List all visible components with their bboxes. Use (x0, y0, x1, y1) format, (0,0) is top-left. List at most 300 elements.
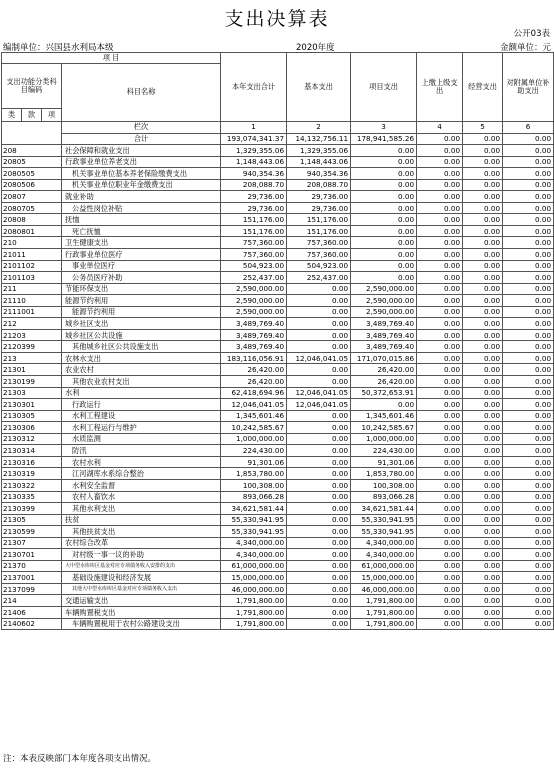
amount-cell: 893,066.28 (221, 491, 287, 503)
amount-cell: 0.00 (417, 456, 463, 468)
table-row (2, 249, 554, 261)
amount-cell: 0.00 (463, 595, 503, 607)
subject-name: 其他扶贫支出 (62, 526, 221, 538)
amount-cell: 2,590,000.00 (351, 283, 417, 295)
amount-cell: 893,066.28 (351, 491, 417, 503)
amount-cell: 0.00 (287, 537, 351, 549)
header-operating-expenditure: 经营支出 (463, 53, 503, 122)
amount-cell: 0.00 (503, 479, 554, 491)
col-number-6: 6 (503, 122, 554, 134)
subject-name: 其他大中型水库库区基金对应专项债务收入支出 (62, 583, 221, 595)
subject-code: 211 (2, 283, 62, 295)
subject-code: 20808 (2, 214, 62, 226)
amount-cell: 0.00 (417, 260, 463, 272)
total-label: 合计 (62, 133, 221, 145)
table-row (2, 179, 554, 191)
amount-cell: 3,489,769.40 (221, 329, 287, 341)
table-row (2, 376, 554, 388)
amount-cell: 940,354.36 (221, 168, 287, 180)
amount-cell: 0.00 (417, 479, 463, 491)
subject-code: 2130314 (2, 445, 62, 457)
amount-cell: 0.00 (417, 514, 463, 526)
amount-cell: 0.00 (287, 295, 351, 307)
table-row (2, 491, 554, 503)
table-row (2, 341, 554, 353)
amount-cell: 0.00 (351, 156, 417, 168)
subject-name: 能源节约利用 (62, 295, 221, 307)
table-row (2, 202, 554, 214)
table-row (2, 364, 554, 376)
subject-code: 2130305 (2, 410, 62, 422)
amount-cell: 50,372,653.91 (351, 387, 417, 399)
amount-cell: 0.00 (503, 306, 554, 318)
subject-code: 21011 (2, 249, 62, 261)
amount-cell: 0.00 (463, 329, 503, 341)
amount-cell: 3,489,769.40 (351, 341, 417, 353)
amount-cell: 0.00 (417, 376, 463, 388)
amount-cell: 26,420.00 (221, 364, 287, 376)
amount-cell: 0.00 (463, 179, 503, 191)
amount-cell: 0.00 (463, 249, 503, 261)
subject-code: 2137099 (2, 583, 62, 595)
amount-cell: 1,853,780.00 (351, 468, 417, 480)
amount-cell: 0.00 (503, 329, 554, 341)
amount-cell: 0.00 (463, 399, 503, 411)
table-row (2, 191, 554, 203)
amount-cell: 0.00 (463, 283, 503, 295)
amount-cell: 183,116,056.91 (221, 352, 287, 364)
subject-name: 能源节约利用 (62, 306, 221, 318)
subject-name: 卫生健康支出 (62, 237, 221, 249)
amount-cell: 34,621,581.44 (351, 503, 417, 515)
amount-cell: 0.00 (417, 595, 463, 607)
amount-cell: 2,590,000.00 (221, 295, 287, 307)
amount-cell: 0.00 (463, 526, 503, 538)
subject-name: 对村级一事一议的补助 (62, 549, 221, 561)
amount-cell: 252,437.00 (221, 272, 287, 284)
amount-cell: 3,489,769.40 (221, 318, 287, 330)
amount-cell: 0.00 (287, 422, 351, 434)
amount-cell: 0.00 (503, 272, 554, 284)
amount-cell: 0.00 (503, 503, 554, 515)
table-row (2, 410, 554, 422)
amount-cell: 55,330,941.95 (351, 526, 417, 538)
amount-cell: 1,345,601.46 (351, 410, 417, 422)
amount-cell: 0.00 (351, 225, 417, 237)
amount-cell: 0.00 (503, 156, 554, 168)
amount-cell: 504,923.00 (287, 260, 351, 272)
amount-cell: 0.00 (463, 479, 503, 491)
total-value: 0.00 (503, 133, 554, 145)
subject-code: 21406 (2, 606, 62, 618)
amount-cell: 0.00 (503, 606, 554, 618)
subject-name: 水利工程运行与维护 (62, 422, 221, 434)
amount-cell: 0.00 (463, 422, 503, 434)
subject-name: 农村水利 (62, 456, 221, 468)
amount-cell: 0.00 (503, 145, 554, 157)
amount-cell: 504,923.00 (221, 260, 287, 272)
amount-cell: 0.00 (503, 387, 554, 399)
subject-name: 其他农业农村支出 (62, 376, 221, 388)
amount-cell: 0.00 (417, 468, 463, 480)
amount-cell: 0.00 (503, 422, 554, 434)
amount-cell: 0.00 (287, 468, 351, 480)
subject-code: 2130319 (2, 468, 62, 480)
form-number: 公开03表 (513, 29, 550, 39)
table-row (2, 237, 554, 249)
amount-cell: 0.00 (417, 145, 463, 157)
amount-cell: 0.00 (417, 572, 463, 584)
amount-cell: 0.00 (417, 526, 463, 538)
subject-name: 车辆购置税用于农村公路建设支出 (62, 618, 221, 630)
amount-cell: 224,430.00 (221, 445, 287, 457)
amount-cell: 0.00 (463, 583, 503, 595)
amount-cell: 0.00 (417, 549, 463, 561)
amount-cell: 12,046,041.05 (221, 399, 287, 411)
amount-cell: 0.00 (503, 249, 554, 261)
amount-cell: 0.00 (287, 410, 351, 422)
subject-code: 2130306 (2, 422, 62, 434)
table-row (2, 168, 554, 180)
amount-cell: 0.00 (351, 399, 417, 411)
amount-cell: 0.00 (287, 549, 351, 561)
amount-cell: 0.00 (463, 295, 503, 307)
amount-cell: 62,418,694.96 (221, 387, 287, 399)
subject-code: 2130316 (2, 456, 62, 468)
subject-name: 其他城乡社区公共设施支出 (62, 341, 221, 353)
col-number-3: 3 (351, 122, 417, 134)
amount-cell: 1,791,800.00 (351, 618, 417, 630)
subject-name: 水利工程建设 (62, 410, 221, 422)
amount-cell: 0.00 (463, 514, 503, 526)
amount-cell: 0.00 (351, 179, 417, 191)
subject-code: 2101102 (2, 260, 62, 272)
amount-cell: 1,329,355.06 (221, 145, 287, 157)
table-row (2, 503, 554, 515)
subject-code: 2120399 (2, 341, 62, 353)
table-row (2, 618, 554, 630)
amount-cell: 151,176.00 (221, 225, 287, 237)
amount-cell: 0.00 (417, 399, 463, 411)
subject-code: 21307 (2, 537, 62, 549)
subject-name: 就业补助 (62, 191, 221, 203)
total-value: 14,132,756.11 (287, 133, 351, 145)
subject-code: 21301 (2, 364, 62, 376)
amount-cell: 757,360.00 (221, 237, 287, 249)
amount-cell: 1,791,800.00 (221, 595, 287, 607)
amount-cell: 0.00 (503, 445, 554, 457)
subject-code: 2130335 (2, 491, 62, 503)
amount-cell: 2,590,000.00 (351, 306, 417, 318)
subject-name: 农业农村 (62, 364, 221, 376)
amount-cell: 0.00 (287, 445, 351, 457)
amount-cell: 0.00 (463, 387, 503, 399)
subject-code: 2080505 (2, 168, 62, 180)
amount-cell: 0.00 (417, 503, 463, 515)
amount-cell: 0.00 (503, 237, 554, 249)
amount-cell: 0.00 (417, 249, 463, 261)
col-number-4: 4 (417, 122, 463, 134)
table-row (2, 272, 554, 284)
subject-name: 行政事业单位医疗 (62, 249, 221, 261)
amount-cell: 4,340,000.00 (351, 537, 417, 549)
amount-cell: 12,046,041.05 (287, 387, 351, 399)
amount-cell: 0.00 (503, 260, 554, 272)
amount-cell: 0.00 (503, 225, 554, 237)
subject-name: 行政运行 (62, 399, 221, 411)
table-row (2, 560, 554, 572)
amount-cell: 0.00 (287, 376, 351, 388)
subject-code: 2080705 (2, 202, 62, 214)
amount-cell: 0.00 (287, 583, 351, 595)
amount-cell: 0.00 (417, 422, 463, 434)
table-row (2, 399, 554, 411)
amount-cell: 2,590,000.00 (351, 295, 417, 307)
amount-cell: 0.00 (503, 433, 554, 445)
table-row (2, 526, 554, 538)
header-subsidiary-subsidy: 对附属单位补助支出 (503, 53, 554, 122)
amount-cell: 0.00 (463, 410, 503, 422)
amount-cell: 29,736.00 (287, 202, 351, 214)
amount-cell: 0.00 (463, 606, 503, 618)
amount-cell: 0.00 (463, 237, 503, 249)
amount-cell: 0.00 (417, 433, 463, 445)
subject-code: 213 (2, 352, 62, 364)
amount-cell: 1,791,800.00 (221, 618, 287, 630)
amount-cell: 0.00 (503, 549, 554, 561)
amount-cell: 0.00 (503, 214, 554, 226)
amount-cell: 0.00 (463, 549, 503, 561)
amount-cell: 0.00 (287, 479, 351, 491)
subject-code: 2137001 (2, 572, 62, 584)
amount-cell: 15,000,000.00 (351, 572, 417, 584)
subject-name: 农林水支出 (62, 352, 221, 364)
subject-code: 212 (2, 318, 62, 330)
amount-cell: 0.00 (503, 468, 554, 480)
amount-cell: 0.00 (463, 202, 503, 214)
subject-name: 机关事业单位职业年金缴费支出 (62, 179, 221, 191)
amount-cell: 0.00 (417, 179, 463, 191)
table-row (2, 318, 554, 330)
amount-cell: 0.00 (417, 583, 463, 595)
amount-cell: 0.00 (463, 168, 503, 180)
table-row (2, 537, 554, 549)
table-row (2, 583, 554, 595)
amount-cell: 0.00 (351, 214, 417, 226)
subject-name: 城乡社区支出 (62, 318, 221, 330)
amount-cell: 0.00 (287, 456, 351, 468)
subject-name: 交通运输支出 (62, 595, 221, 607)
subject-code: 21303 (2, 387, 62, 399)
table-row (2, 387, 554, 399)
amount-cell: 0.00 (463, 341, 503, 353)
total-value: 0.00 (463, 133, 503, 145)
amount-cell: 151,176.00 (287, 214, 351, 226)
subject-name: 社会保障和就业支出 (62, 145, 221, 157)
amount-cell: 12,046,041.05 (287, 399, 351, 411)
table-footnote: 注：本表反映部门本年度各项支出情况。 (3, 754, 157, 764)
amount-cell: 55,330,941.95 (221, 514, 287, 526)
amount-cell: 0.00 (463, 456, 503, 468)
amount-cell: 0.00 (503, 179, 554, 191)
subject-name: 防汛 (62, 445, 221, 457)
amount-cell: 0.00 (417, 445, 463, 457)
table-row (2, 514, 554, 526)
header-total-expenditure: 本年支出合计 (221, 53, 287, 122)
header-blank (2, 122, 62, 145)
amount-cell: 940,354.36 (287, 168, 351, 180)
table-row (2, 606, 554, 618)
subject-code: 21370 (2, 560, 62, 572)
amount-cell: 0.00 (417, 491, 463, 503)
amount-cell: 61,000,000.00 (351, 560, 417, 572)
amount-cell: 0.00 (287, 503, 351, 515)
currency-unit: 金额单位：元 (499, 43, 551, 53)
amount-cell: 0.00 (351, 191, 417, 203)
amount-cell: 1,791,800.00 (351, 595, 417, 607)
subject-code: 2111001 (2, 306, 62, 318)
subject-code: 210 (2, 237, 62, 249)
amount-cell: 757,360.00 (287, 249, 351, 261)
amount-cell: 0.00 (503, 202, 554, 214)
table-row (2, 145, 554, 157)
subject-code: 2130599 (2, 526, 62, 538)
header-lei: 类 (2, 109, 22, 122)
amount-cell: 0.00 (417, 214, 463, 226)
table-row (2, 595, 554, 607)
unit-label: 编制单位：兴国县水利局本级 (3, 43, 114, 53)
col-number-5: 5 (463, 122, 503, 134)
amount-cell: 0.00 (287, 283, 351, 295)
amount-cell: 0.00 (287, 560, 351, 572)
subject-name: 水利安全监督 (62, 479, 221, 491)
amount-cell: 0.00 (287, 491, 351, 503)
amount-cell: 151,176.00 (287, 225, 351, 237)
amount-cell: 0.00 (287, 329, 351, 341)
header-item: 项 目 (2, 53, 221, 64)
amount-cell: 0.00 (463, 318, 503, 330)
table-row (2, 283, 554, 295)
table-row (2, 329, 554, 341)
amount-cell: 0.00 (503, 341, 554, 353)
amount-cell: 224,430.00 (351, 445, 417, 457)
amount-cell: 12,046,041.05 (287, 352, 351, 364)
amount-cell: 0.00 (287, 526, 351, 538)
amount-cell: 151,176.00 (221, 214, 287, 226)
amount-cell: 1,853,780.00 (221, 468, 287, 480)
amount-cell: 0.00 (503, 560, 554, 572)
amount-cell: 55,330,941.95 (221, 526, 287, 538)
amount-cell: 0.00 (503, 572, 554, 584)
amount-cell: 0.00 (417, 318, 463, 330)
amount-cell: 34,621,581.44 (221, 503, 287, 515)
report-year: 2020年度 (296, 43, 335, 53)
subject-code: 2130301 (2, 399, 62, 411)
amount-cell: 0.00 (503, 168, 554, 180)
amount-cell: 0.00 (463, 156, 503, 168)
header-lanci: 栏次 (62, 122, 221, 134)
subject-name: 抚恤 (62, 214, 221, 226)
subject-name: 城乡社区公共设施 (62, 329, 221, 341)
subject-name: 水利 (62, 387, 221, 399)
amount-cell: 0.00 (503, 295, 554, 307)
amount-cell: 171,070,015.86 (351, 352, 417, 364)
report-title: 支出决算表 (224, 8, 330, 30)
amount-cell: 61,000,000.00 (221, 560, 287, 572)
amount-cell: 0.00 (463, 445, 503, 457)
col-number-1: 1 (221, 122, 287, 134)
amount-cell: 0.00 (287, 606, 351, 618)
amount-cell: 0.00 (463, 560, 503, 572)
amount-cell: 0.00 (463, 364, 503, 376)
subject-name: 公务员医疗补助 (62, 272, 221, 284)
header-project-expenditure: 项目支出 (351, 53, 417, 122)
amount-cell: 757,360.00 (221, 249, 287, 261)
amount-cell: 208,088.70 (287, 179, 351, 191)
amount-cell: 0.00 (417, 606, 463, 618)
subject-code: 2080506 (2, 179, 62, 191)
subject-code: 21203 (2, 329, 62, 341)
subject-code: 2130701 (2, 549, 62, 561)
amount-cell: 0.00 (503, 595, 554, 607)
amount-cell: 0.00 (463, 145, 503, 157)
header-name-column: 科目名称 (62, 64, 221, 122)
subject-code: 20805 (2, 156, 62, 168)
amount-cell: 1,329,355.06 (287, 145, 351, 157)
amount-cell: 0.00 (503, 283, 554, 295)
amount-cell: 15,000,000.00 (221, 572, 287, 584)
amount-cell: 0.00 (351, 145, 417, 157)
amount-cell: 0.00 (503, 514, 554, 526)
subject-name: 其他水利支出 (62, 503, 221, 515)
subject-code: 21110 (2, 295, 62, 307)
amount-cell: 0.00 (417, 283, 463, 295)
amount-cell: 91,301.06 (351, 456, 417, 468)
amount-cell: 0.00 (503, 318, 554, 330)
amount-cell: 0.00 (417, 306, 463, 318)
table-row (2, 468, 554, 480)
table-row (2, 260, 554, 272)
amount-cell: 0.00 (417, 202, 463, 214)
amount-cell: 0.00 (417, 560, 463, 572)
amount-cell: 2,590,000.00 (221, 283, 287, 295)
amount-cell: 0.00 (463, 225, 503, 237)
subject-code: 2140602 (2, 618, 62, 630)
amount-cell: 0.00 (463, 618, 503, 630)
table-row (2, 306, 554, 318)
amount-cell: 55,330,941.95 (351, 514, 417, 526)
subject-name: 死亡抚恤 (62, 225, 221, 237)
amount-cell: 0.00 (503, 376, 554, 388)
amount-cell: 0.00 (503, 618, 554, 630)
amount-cell: 29,736.00 (221, 202, 287, 214)
amount-cell: 0.00 (463, 468, 503, 480)
subject-name: 节能环保支出 (62, 283, 221, 295)
amount-cell: 3,489,769.40 (351, 318, 417, 330)
total-value: 0.00 (417, 133, 463, 145)
amount-cell: 1,791,800.00 (351, 606, 417, 618)
amount-cell: 0.00 (417, 237, 463, 249)
amount-cell: 0.00 (417, 618, 463, 630)
subject-code: 2130399 (2, 503, 62, 515)
amount-cell: 26,420.00 (351, 364, 417, 376)
amount-cell: 0.00 (463, 352, 503, 364)
header-upper-level-expenditure: 上缴上级支出 (417, 53, 463, 122)
subject-name: 基础设施建设和经济发展 (62, 572, 221, 584)
amount-cell: 0.00 (503, 191, 554, 203)
table-row (2, 214, 554, 226)
amount-cell: 0.00 (417, 295, 463, 307)
